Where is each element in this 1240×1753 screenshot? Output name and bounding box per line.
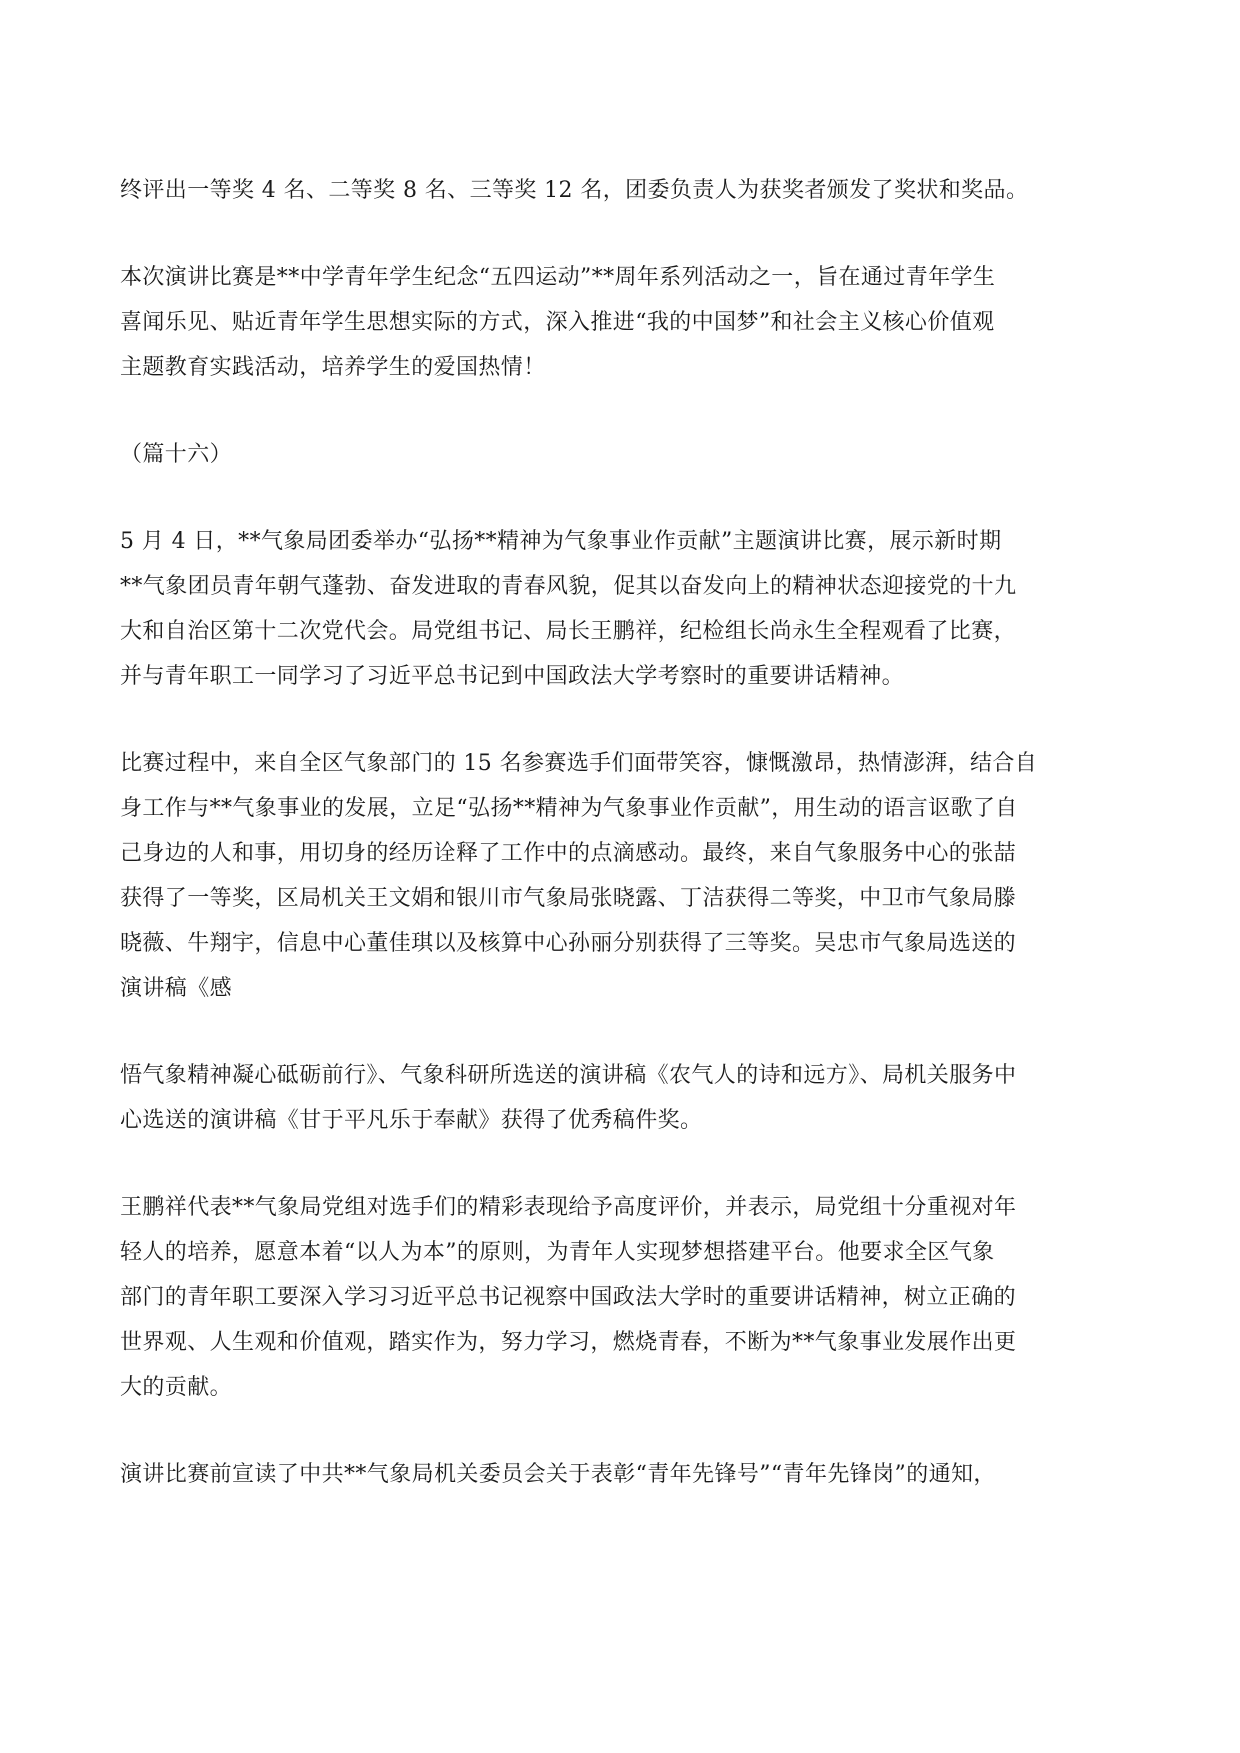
paragraph-leader-remarks: 王鹏祥代表**气象局党组对选手们的精彩表现给予高度评价，并表示，局党组十分重视对年 轻人的培养，愿意本着“以人为本”的原则，为青年人实现梦想搭建平台。他要求全区气象 部门的青年职工要深入学习习近平总书记视察中国政法大学时的重要讲话精神，树立正确的 世界观、人生观和价值观，踏实作为，努力学习，燃烧青春，不断为**气象事业发展作出更 大的贡献。 [120, 1195, 1017, 1400]
section-heading-16: （篇十六） [120, 442, 233, 467]
paragraph-event-intro: 5 月 4 日，**气象局团委举办“弘扬**精神为气象事业作贡献”主题演讲比赛，展示新时期 **气象团员青年朝气蓬勃、奋发进取的青春风貌，促其以奋发向上的精神状态迎接党的十九 大和自治区第十二次党代会。局党组书记、局长王鹏祥，纪检组长尚永生全程观看了比赛， 并与青年职工一同学习了习近平总书记到中国政法大学考察时的重要讲话精神。 [120, 529, 1017, 689]
paragraph-contest-process: 比赛过程中，来自全区气象部门的 15 名参赛选手们面带笑容，慷慨激昂，热情澎湃，结合自 身工作与**气象事业的发展，立足“弘扬**精神为气象事业作贡献”，用生动的语言讴歌了自 己身边的人和事，用切身的经历诠释了工作中的点滴感动。最终，来自气象服务中心的张喆 获得了一等奖，区局机关王文娟和银川市气象局张晓露、丁洁获得二等奖，中卫市气象局滕 晓薇、牛翔宇，信息中心董佳琪以及核算中心孙丽分别获得了三等奖。吴忠市气象局选送的 演讲稿《感 [120, 751, 1038, 1001]
paragraph-excellent-scripts: 悟气象精神凝心砥砺前行》、气象科研所选送的演讲稿《农气人的诗和远方》、局机关服务中 心选送的演讲稿《甘于平凡乐于奉献》获得了优秀稿件奖。 [120, 1063, 1017, 1133]
paragraph-awards-summary: 终评出一等奖 4 名、二等奖 8 名、三等奖 12 名，团委负责人为获奖者颁发了奖状和奖品。 [120, 178, 1029, 203]
paragraph-contest-purpose: 本次演讲比赛是**中学青年学生纪念“五四运动”**周年系列活动之一，旨在通过青年学生 喜闻乐见、贴近青年学生思想实际的方式，深入推进“我的中国梦”和社会主义核心价值观 主题教育实践活动，培养学生的爱国热情！ [120, 265, 996, 380]
paragraph-commendation-notice: 演讲比赛前宣读了中共**气象局机关委员会关于表彰“青年先锋号”“青年先锋岗”的通知， [120, 1462, 996, 1487]
